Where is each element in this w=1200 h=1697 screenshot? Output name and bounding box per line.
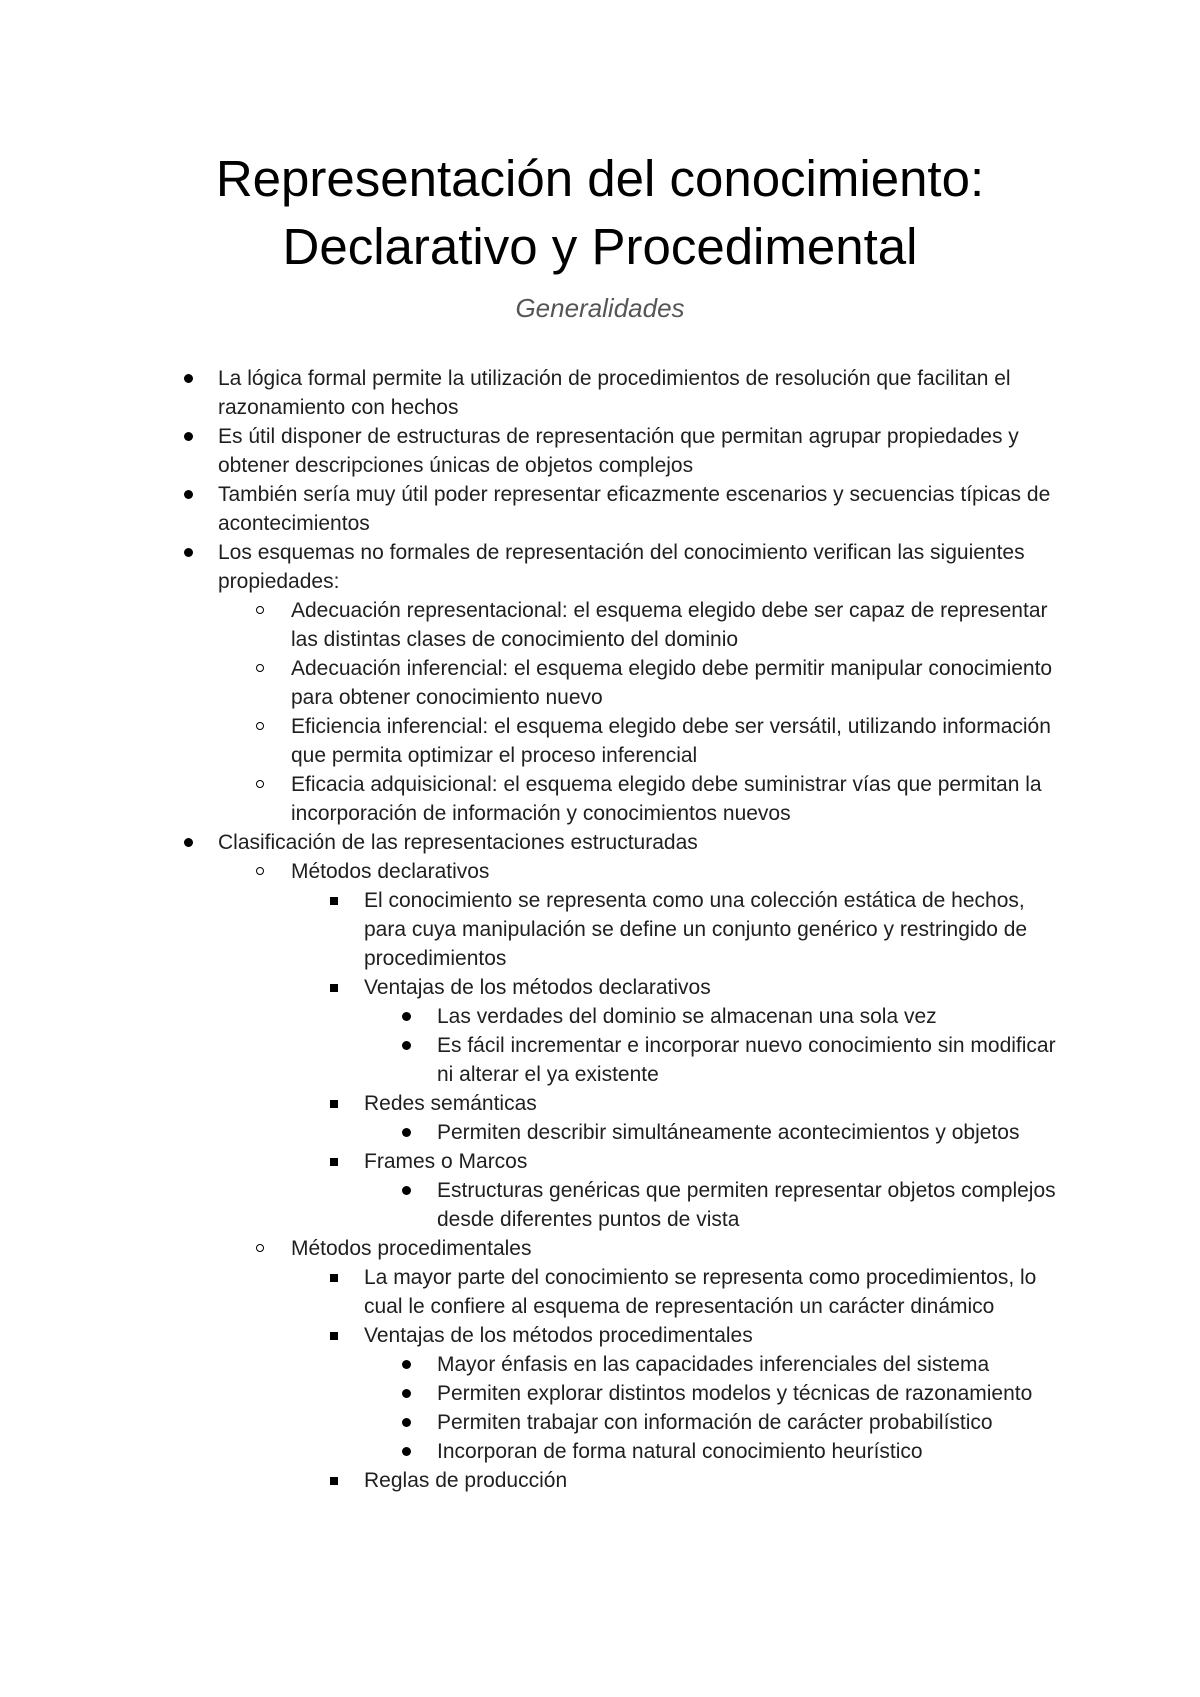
list-item-text: Es fácil incrementar e incorporar nuevo conocimiento sin modificar ni alterar el ya existente: [437, 1034, 1056, 1086]
list-item-text: Métodos procedimentales: [291, 1237, 532, 1260]
list-item-text: Es útil disponer de estructuras de representación que permitan agrupar propiedades y obtener descripciones únicas de objetos complejos: [218, 425, 1019, 477]
list-item-text: Eficacia adquisicional: el esquema elegido debe suministrar vías que permitan la incorporación de información y conocimientos nuevos: [291, 773, 1042, 825]
list-item: [0, 480, 1200, 538]
bullet-disc-icon: [402, 1041, 411, 1050]
bullet-square-icon: [330, 1274, 338, 1282]
list-item: [0, 1147, 1200, 1176]
list-item: [0, 857, 1200, 886]
title-line-1: Representación del conocimiento:: [215, 150, 985, 207]
list-item: [0, 1408, 1200, 1437]
list-item: [0, 886, 1200, 973]
bullet-disc-icon: [402, 1012, 411, 1021]
bullet-disc-icon: [184, 548, 193, 557]
list-item-text: Incorporan de forma natural conocimiento heurístico: [437, 1440, 923, 1463]
bullet-disc-icon: [402, 1418, 411, 1427]
bullet-disc-icon: [402, 1447, 411, 1456]
bullet-circle-icon: [256, 867, 264, 875]
list-item: [0, 1379, 1200, 1408]
list-item: [0, 1263, 1200, 1321]
list-item-text: Clasificación de las representaciones estructuradas: [218, 831, 698, 854]
list-item-text: Adecuación inferencial: el esquema elegido debe permitir manipular conocimiento para obtener conocimiento nuevo: [291, 657, 1053, 709]
list-item-text: La lógica formal permite la utilización de procedimientos de resolución que facilitan el razonamiento con hechos: [218, 367, 1011, 419]
list-item-text: Los esquemas no formales de representación del conocimiento verifican las siguientes propiedades:: [218, 541, 1025, 593]
bullet-circle-icon: [256, 606, 264, 614]
list-item-text: Ventajas de los métodos procedimentales: [364, 1324, 753, 1347]
list-item: [0, 828, 1200, 857]
list-item: [0, 1089, 1200, 1118]
list-item-text: Eficiencia inferencial: el esquema elegido debe ser versátil, utilizando información que permita optimizar el proceso inferencial: [291, 715, 1051, 767]
bullet-square-icon: [330, 1332, 338, 1340]
list-item-text: También sería muy útil poder representar eficazmente escenarios y secuencias típicas de acontecimientos: [218, 483, 1051, 535]
bullet-square-icon: [330, 984, 338, 992]
list-item-text: Las verdades del dominio se almacenan una sola vez: [437, 1005, 937, 1028]
list-item: [0, 1350, 1200, 1379]
list-item: [0, 1234, 1200, 1263]
list-item: [0, 1321, 1200, 1350]
list-item: [0, 364, 1200, 422]
document-subtitle: Generalidades: [515, 293, 685, 323]
bullet-disc-icon: [402, 1389, 411, 1398]
list-item: [0, 1002, 1200, 1031]
list-item-text: Adecuación representacional: el esquema elegido debe ser capaz de representar las distintas clases de conocimiento del dominio: [291, 599, 1048, 651]
list-item-text: Permiten describir simultáneamente acontecimientos y objetos: [437, 1121, 1020, 1144]
list-item: [0, 973, 1200, 1002]
list-item: [0, 538, 1200, 596]
list-item: [0, 1466, 1200, 1495]
title-line-2: Declarativo y Procedimental: [282, 218, 918, 275]
list-item: [0, 770, 1200, 828]
bullet-disc-icon: [184, 432, 193, 441]
bullet-circle-icon: [256, 722, 264, 730]
list-item-text: El conocimiento se representa como una colección estática de hechos, para cuya manipulación se define un conjunto genérico y restringido de procedimientos: [364, 889, 1028, 970]
list-item: [0, 422, 1200, 480]
list-item: [0, 1118, 1200, 1147]
list-item-text: Mayor énfasis en las capacidades inferenciales del sistema: [437, 1353, 990, 1376]
bullet-disc-icon: [402, 1186, 411, 1195]
bullet-disc-icon: [184, 838, 193, 847]
bullet-circle-icon: [256, 664, 264, 672]
list-item: [0, 596, 1200, 654]
bullet-disc-icon: [402, 1128, 411, 1137]
bullet-disc-icon: [402, 1360, 411, 1369]
bullet-disc-icon: [184, 374, 193, 383]
list-item: [0, 1437, 1200, 1466]
list-item-text: Permiten explorar distintos modelos y técnicas de razonamiento: [437, 1382, 1033, 1405]
bullet-square-icon: [330, 1100, 338, 1108]
bullet-square-icon: [330, 897, 338, 905]
list-item-text: Frames o Marcos: [364, 1150, 528, 1173]
list-item-text: Ventajas de los métodos declarativos: [364, 976, 711, 999]
list-item: [0, 712, 1200, 770]
list-item-text: Reglas de producción: [364, 1469, 568, 1492]
bullet-circle-icon: [256, 1244, 264, 1252]
list-item: [0, 1176, 1200, 1234]
list-item-text: Redes semánticas: [364, 1092, 537, 1115]
list-item-text: Métodos declarativos: [291, 860, 490, 883]
outline-list: [0, 364, 1200, 1495]
bullet-square-icon: [330, 1477, 338, 1485]
list-item-text: Permiten trabajar con información de carácter probabilístico: [437, 1411, 993, 1434]
document-title: [0, 145, 1200, 281]
list-item: [0, 654, 1200, 712]
list-item: [0, 1031, 1200, 1089]
list-item-text: La mayor parte del conocimiento se representa como procedimientos, lo cual le confiere al esquema de representación un carácter dinámico: [364, 1266, 1037, 1318]
bullet-circle-icon: [256, 780, 264, 788]
list-item-text: Estructuras genéricas que permiten representar objetos complejos desde diferentes puntos de vista: [437, 1179, 1056, 1231]
bullet-square-icon: [330, 1158, 338, 1166]
bullet-disc-icon: [184, 490, 193, 499]
